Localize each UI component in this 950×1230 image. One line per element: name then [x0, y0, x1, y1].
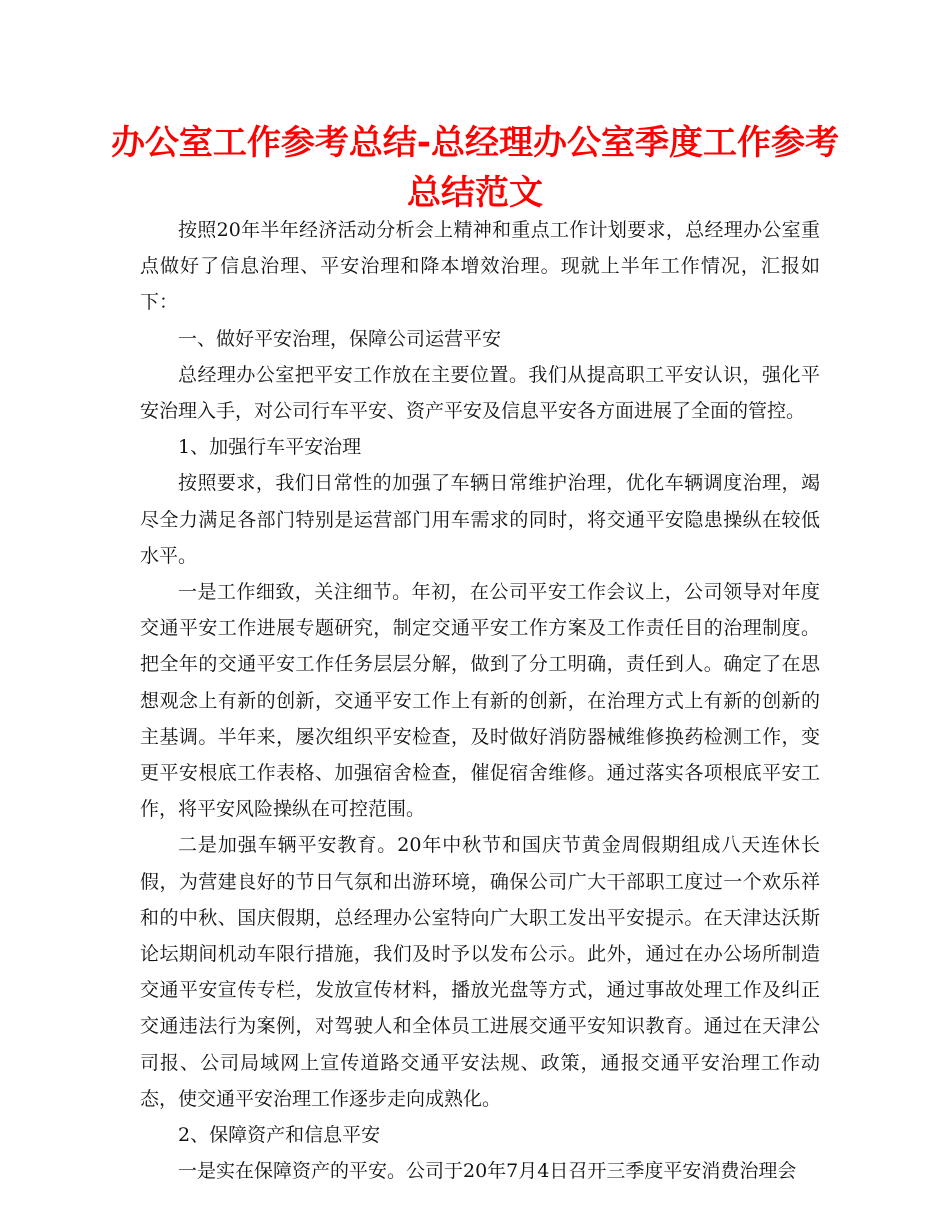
heading-section-1: 一、做好平安治理，保障公司运营平安 — [178, 327, 502, 350]
paragraph-point-2: 二是加强车辆平安教育。20年中秋节和国庆节黄金周假期组成八天连休长假，为营建良好的节日气氛和出游环境，确保公司广大干部职工度过一个欢乐祥和的中秋、国庆假期，总经理办公室特向广大职工发出平安提示。在天津达沃斯论坛期间机动车限行措施，我们及时予以发布公示。此外，通过在办公场所制造交通平安宣传专栏，发放宣传材料，播放光盘等方式，通过事故处理工作及纠正交通违法行为案例，对驾驶人和全体员工进展交通平安知识教育。通过在天津公司报、公司局域网上宣传道路交通平安法规、政策，通报交通平安治理工作动态，使交通平安治理工作逐步走向成熟化。 — [140, 834, 820, 1110]
paragraph-intro: 按照20年半年经济活动分析会上精神和重点工作计划要求，总经理办公室重点做好了信息治理、平安治理和降本增效治理。现就上半年工作情况，汇报如下： — [140, 219, 820, 314]
paragraph-point-1: 一是工作细致，关注细节。年初，在公司平安工作会议上，公司领导对年度交通平安工作进展专题研究，制定交通平安工作方案及工作责任目的治理制度。把全年的交通平安工作任务层层分解，做到了分工明确，责任到人。确定了在思想观念上有新的创新，交通平安工作上有新的创新，在治理方式上有新的创新的主基调。半年来，屡次组织平安检查，及时做好消防器械维修换药检测工作，变更平安根底工作表格、加强宿舍检查，催促宿舍维修。通过落实各项根底平安工作，将平安风险操纵在可控范围。 — [140, 581, 820, 821]
paragraph-section-1-intro: 总经理办公室把平安工作放在主要位置。我们从提高职工平安认识，强化平安治理入手，对公司行车平安、资产平安及信息平安各方面进展了全面的管控。 — [140, 363, 820, 423]
paragraph-subsection-1-intro: 按照要求，我们日常性的加强了车辆日常维护治理，优化车辆调度治理，竭尽全力满足各部门特别是运营部门用车需求的同时，将交通平安隐患操纵在较低水平。 — [140, 472, 820, 567]
paragraph-subsection-2-point-1: 一是实在保障资产的平安。公司于20年7月4日召开三季度平安消费治理会 — [178, 1160, 797, 1183]
heading-subsection-2: 2、保障资产和信息平安 — [178, 1124, 381, 1147]
heading-subsection-1: 1、加强行车平安治理 — [178, 436, 362, 459]
document-body — [140, 212, 820, 1189]
document-title: 办公室工作参考总结-总经理办公室季度工作参考总结范文 — [110, 123, 840, 213]
